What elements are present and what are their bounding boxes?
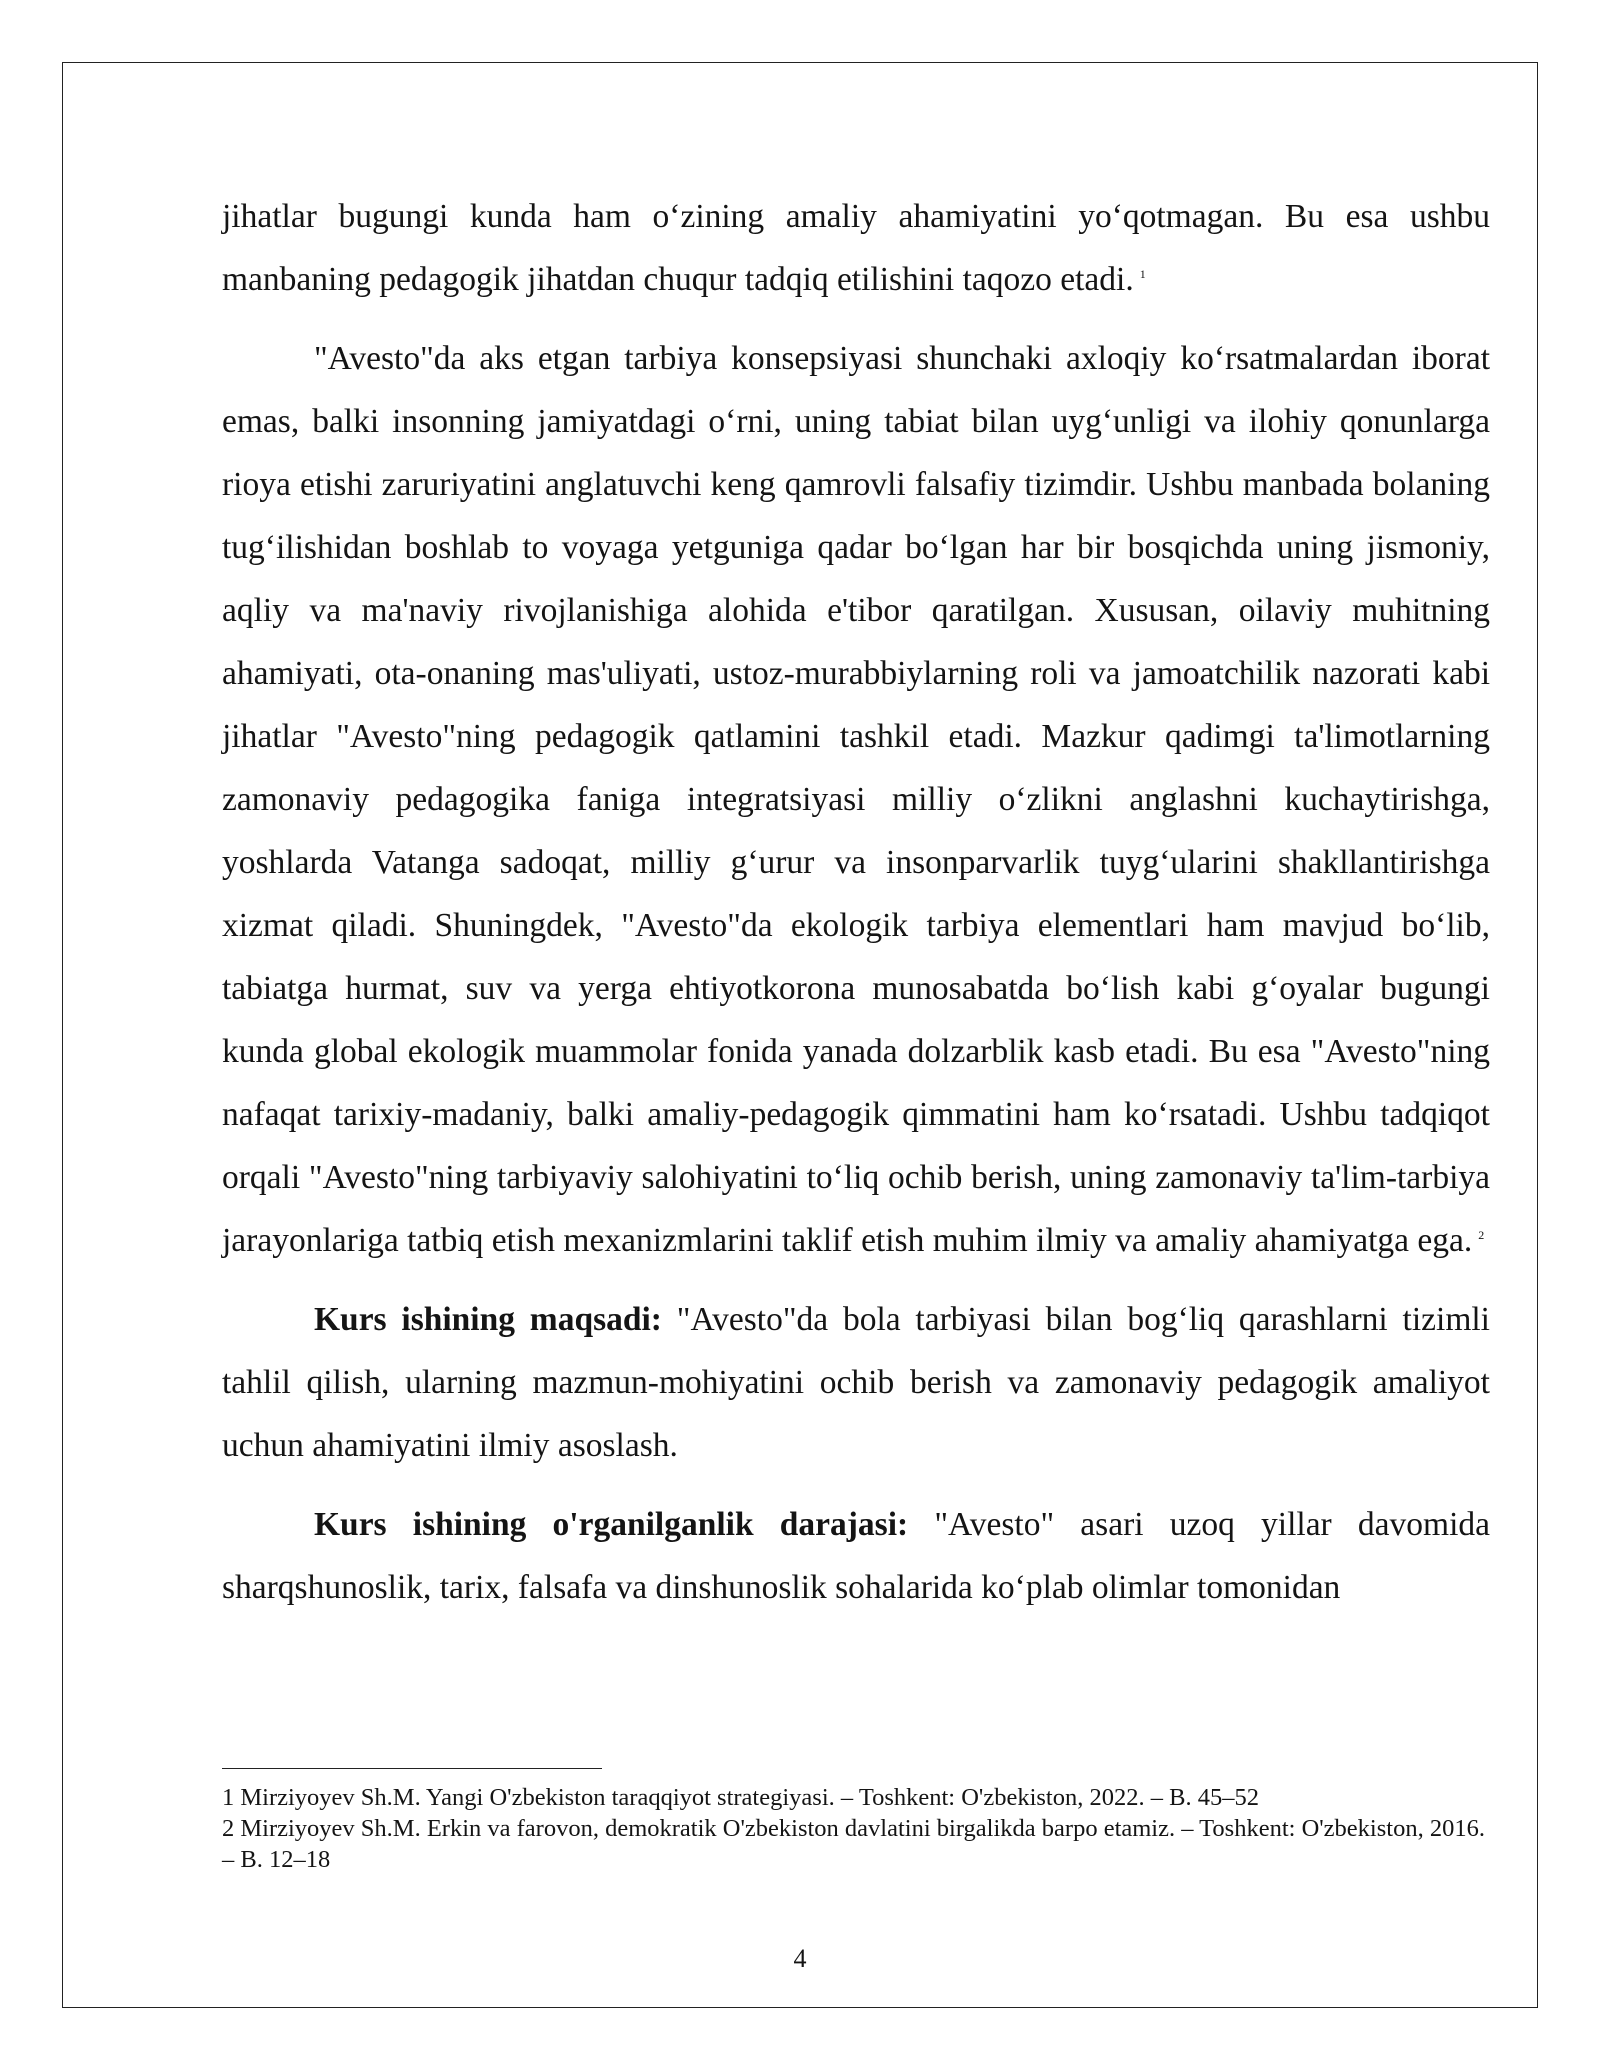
paragraph-text: "Avesto"da bola tarbiyasi bilan bog‘liq qarashlarni tizimli tahlil qilish, ularning mazmun-mohiyatini ochib berish va zamonaviy pedagogik amaliyot uchun ahamiyatini ilmiy asoslash. — [222, 1301, 1490, 1464]
paragraph-course-goal — [222, 1288, 1490, 1477]
page-number: 4 — [793, 1944, 807, 1973]
page-body — [222, 185, 1490, 1635]
footnote-reference[interactable]: 1 — [1139, 266, 1146, 281]
footnotes — [222, 1782, 1490, 1875]
section-label: Kurs ishining maqsadi: — [314, 1301, 662, 1338]
paragraph-continuation — [222, 185, 1490, 311]
footnote-2: 2 Mirziyoyev Sh.M. Erkin va farovon, demokratik O'zbekiston davlatini birgalikda barpo etamiz. – Toshkent: O'zbekiston, 2016. – B. 12–18 — [222, 1815, 1485, 1873]
footnote-separator — [222, 1768, 602, 1769]
footnote-reference[interactable]: 2 — [1478, 1227, 1485, 1242]
section-label: Kurs ishining o'rganilganlik darajasi: — [314, 1506, 909, 1543]
paragraph-study-level — [222, 1493, 1490, 1619]
footnote-1: 1 Mirziyoyev Sh.M. Yangi O'zbekiston taraqqiyot strategiyasi. – Toshkent: O'zbekiston, 2022. – B. 45–52 — [222, 1784, 1259, 1811]
paragraph-text: jihatlar bugungi kunda ham o‘zining amaliy ahamiyatini yo‘qotmagan. Bu esa ushbu manbaning pedagogik jihatdan chuqur tadqiq etilishini taqozo etadi. — [222, 198, 1490, 298]
paragraph-avesto-concept — [222, 327, 1490, 1272]
paragraph-text: "Avesto"da aks etgan tarbiya konsepsiyasi shunchaki axloqiy ko‘rsatmalardan iborat emas, balki insonning jamiyatdagi o‘rni, uning tabiat bilan uyg‘unligi va ilohiy qonunlarga rioya etishi zaruriyatini anglatuvchi keng qamrovli falsafiy tizimdir. Ushbu manbada bolaning tug‘ilishidan boshlab to voyaga yetguniga qadar bo‘lgan har bir bosqichda uning jismoniy, aqliy va ma'naviy rivojlanishiga alohida e'tibor qaratilgan. Xususan, oilaviy muhitning ahamiyati, ota-onaning mas'uliyati, ustoz-murabbiylarning roli va jamoatchilik nazorati kabi jihatlar "Avesto"ning pedagogik qatlamini tashkil etadi. Mazkur qadimgi ta'limotlarning zamonaviy pedagogika faniga integratsiyasi milliy o‘zlikni anglashni kuchaytirishga, yoshlarda Vatanga sadoqat, milliy g‘urur va insonparvarlik tuyg‘ularini shakllantirishga xizmat qiladi. Shuningdek, "Avesto"da ekologik tarbiya elementlari ham mavjud bo‘lib, tabiatga hurmat, suv va yerga ehtiyotkorona munosabatda bo‘lish kabi g‘oyalar bugungi kunda global ekologik muammolar fonida yanada dolzarblik kasb etadi. Bu esa "Avesto"ning nafaqat tarixiy-madaniy, balki amaliy-pedagogik qimmatini ham ko‘rsatadi. Ushbu tadqiqot orqali "Avesto"ning tarbiyaviy salohiyatini to‘liq ochib berish, uning zamonaviy ta'lim-tarbiya jarayonlariga tatbiq etish mexanizmlarini taklif etish muhim ilmiy va amaliy ahamiyatga ega. — [222, 340, 1490, 1259]
paragraph-text: "Avesto" asari uzoq yillar davomida sharqshunoslik, tarix, falsafa va dinshunoslik sohalarida ko‘plab olimlar tomonidan — [222, 1506, 1490, 1606]
